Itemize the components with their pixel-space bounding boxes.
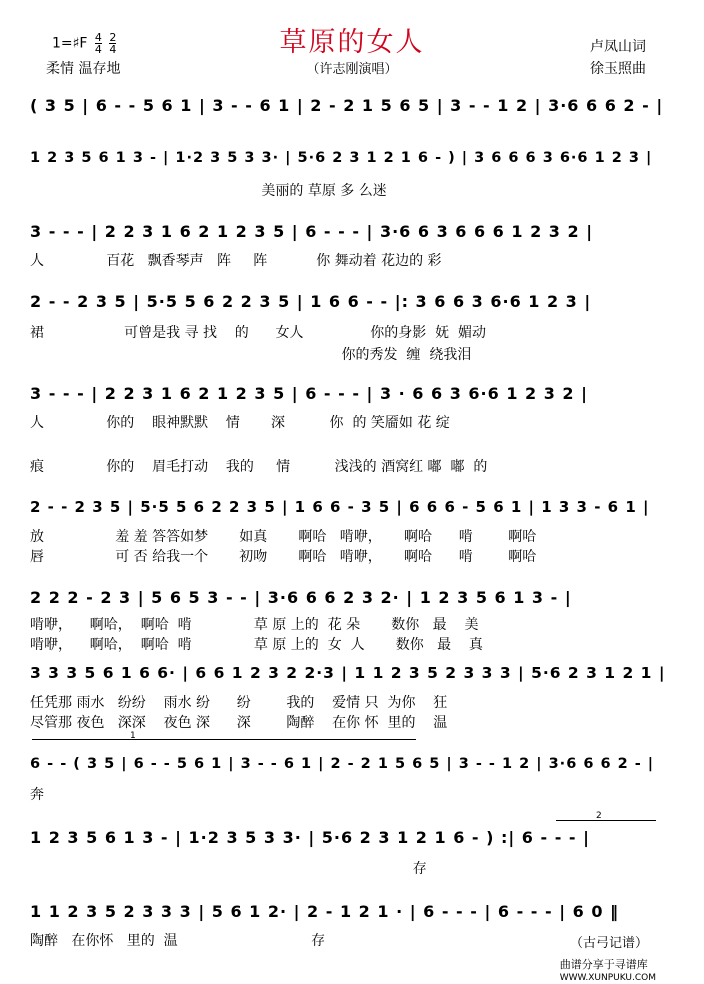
lyric-line: 任凭那 雨水 纷纷 雨水 纷 纷 我的 爱情 只 为你 狂	[30, 695, 448, 711]
lyric-line: 美丽的 草原 多 么迷	[30, 183, 387, 199]
notation-line: 1 1 2 3 5 2 3 3 3 | 5 6 1 2· | 2 - 1 2 1 · | 6 - - - | 6 - - - | 6 0 ‖	[30, 902, 620, 921]
lyric-line: 人 你的 眼神默默 情 深 你 的 笑靥如 花 绽	[30, 415, 450, 431]
notation-line: 3 - - - | 2 2 3 1 6 2 1 2 3 5 | 6 - - - | 3·6 6 3 6 6 6 1 2 3 2 |	[30, 222, 594, 241]
mood-marking: 柔情 温存地	[46, 61, 121, 77]
volta-number-2: 2	[596, 811, 602, 821]
notation-line: 2 - - 2 3 5 | 5·5 5 6 2 2 3 5 | 1 6 6 - 3 5 | 6 6 6 - 5 6 1 | 1 3 3 - 6 1 |	[30, 498, 650, 516]
volta-number-1: 1	[130, 731, 136, 741]
time-signature-b	[109, 32, 116, 55]
notation-line: 6 - - ( 3 5 | 6 - - 5 6 1 | 3 - - 6 1 | 2 - 2 1 5 6 5 | 3 - - 1 2 | 3·6 6 6 2 - |	[30, 756, 655, 772]
lyric-line: 你的秀发 缠 绕我泪	[30, 347, 472, 363]
lyric-line: 奔	[30, 787, 44, 803]
lyric-line: 尽管那 夜色 深深 夜色 深 深 陶醉 在你 怀 里的 温	[30, 715, 448, 731]
notation-line: 2 2 2 - 2 3 | 5 6 5 3 - - | 3·6 6 6 2 3 2· | 1 2 3 5 6 1 3 - |	[30, 588, 572, 607]
transcriber-credit: （古弓记谱）	[569, 936, 648, 951]
lyric-line: 存	[30, 861, 427, 877]
notation-line: ( 3 5 | 6 - - 5 6 1 | 3 - - 6 1 | 2 - 2 1 5 6 5 | 3 - - 1 2 | 3·6 6 6 2 - |	[30, 96, 664, 115]
lyric-line: 啃咿， 啊哈， 啊哈 啃 草 原 上的 女 人 数你 最 真	[30, 637, 483, 653]
performer-note: （许志刚演唱）	[306, 62, 398, 77]
composer: 徐玉照曲	[590, 61, 646, 77]
lyric-line: 放 羞 羞 答答如梦 如真 啊哈 啃咿， 啊哈 啃 啊哈	[30, 529, 537, 545]
lyric-line: 陶醉 在你怀 里的 温 存	[30, 933, 326, 949]
footer-url: WWW.XUNPUKU.COM	[559, 973, 656, 983]
key-signature	[52, 32, 116, 55]
time-a-denominator: 4	[94, 43, 102, 56]
lyric-line: 裙 可曾是我 寻 找 的 女人 你的身影 妩 媚动	[30, 325, 487, 341]
lyric-line: 痕 你的 眉毛打动 我的 情 浅浅的 酒窝红 嘟 嘟 的	[30, 459, 488, 475]
notation-line: 3 3 3 5 6 1 6 6· | 6 6 1 2 3 2 2·3 | 1 1 2 3 5 2 3 3 3 | 5·6 2 3 1 2 1 |	[30, 664, 666, 682]
notation-line: 2 - - 2 3 5 | 5·5 5 6 2 2 3 5 | 1 6 6 - - |: 3 6 6 3 6·6 1 2 3 |	[30, 292, 592, 311]
time-signature-a	[95, 32, 102, 55]
footer-watermark	[560, 956, 656, 983]
time-b-denominator: 4	[109, 43, 117, 56]
time-a-numerator: 4	[94, 31, 102, 44]
volta-bracket-2	[556, 820, 656, 821]
key-label: 1=♯F	[52, 35, 88, 52]
song-title: 草原的女人	[279, 27, 425, 58]
notation-line: 1 2 3 5 6 1 3 - | 1·2 3 5 3 3· | 5·6 2 3 1 2 1 6 - ) | 3 6 6 6 3 6·6 1 2 3 |	[30, 150, 653, 166]
notation-line: 1 2 3 5 6 1 3 - | 1·2 3 5 3 3· | 5·6 2 3 1 2 1 6 - ) :| 6 - - - |	[30, 828, 590, 847]
time-b-numerator: 2	[109, 31, 117, 44]
lyric-line: 唇 可 否 给我一个 初吻 啊哈 啃咿， 啊哈 啃 啊哈	[30, 549, 537, 565]
footer-text: 曲谱分享于寻谱库	[559, 958, 648, 971]
lyric-line: 人 百花 飘香琴声 阵 阵 你 舞动着 花边的 彩	[30, 253, 442, 269]
notation-line: 3 - - - | 2 2 3 1 6 2 1 2 3 5 | 6 - - - | 3 · 6 6 3 6·6 1 2 3 2 |	[30, 384, 588, 403]
lyricist: 卢凤山词	[590, 39, 646, 55]
lyric-line: 啃咿， 啊哈， 啊哈 啃 草 原 上的 花 朵 数你 最 美	[30, 617, 479, 633]
volta-bracket-1	[32, 739, 416, 740]
